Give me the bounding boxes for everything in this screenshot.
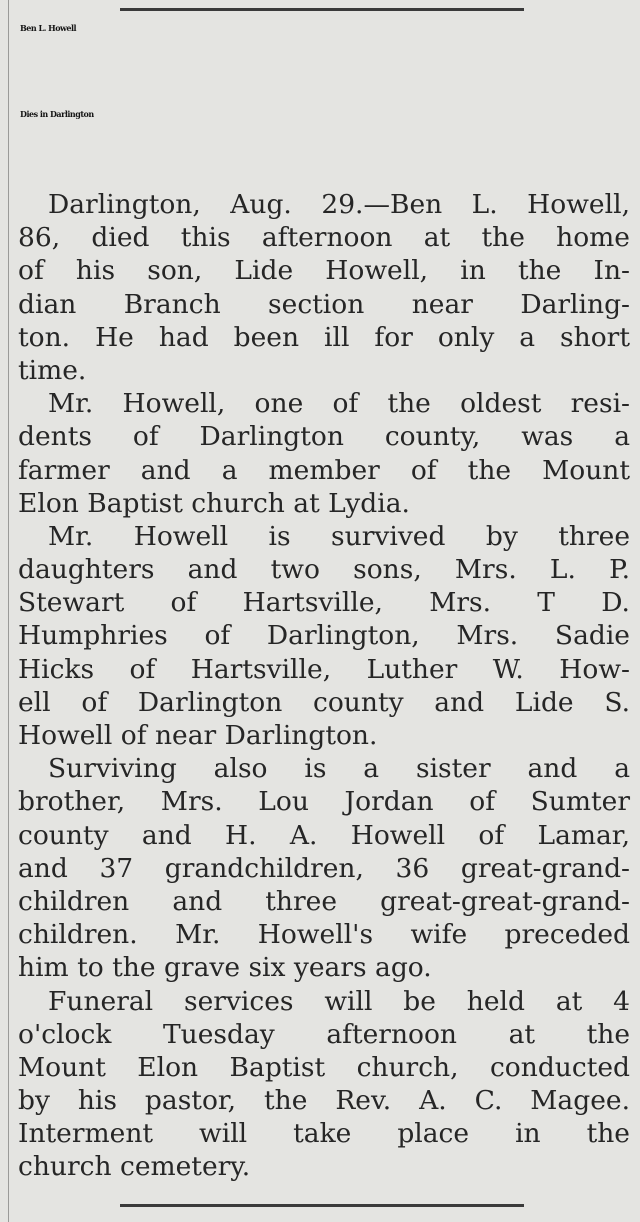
article-text-line: ell of Darlington county and Lide S. [18, 686, 630, 718]
article-text-line: daughters and two sons, Mrs. L. P. [18, 554, 630, 586]
headline-line-1: Ben L. Howell [20, 23, 77, 33]
article-text-line: county and H. A. Howell of Lamar, [18, 819, 630, 851]
article-text-line: Darlington, Aug. 29.—Ben L. Howell, [48, 189, 630, 220]
article-text-line: brother, Mrs. Lou Jordan of Sumter [18, 786, 630, 818]
article-text-line: children. Mr. Howell's wife preceded [18, 919, 630, 951]
column-edge-line [8, 0, 9, 1222]
bottom-rule [120, 1204, 524, 1207]
article-text-line: by his pastor, the Rev. A. C. Magee. [18, 1085, 630, 1117]
article-text-line: ton. He had been ill for only a short [18, 321, 630, 353]
article-text-line: and 37 grandchildren, 36 great-grand- [18, 852, 630, 884]
article-text-line: Howell of near Darlington. [18, 720, 378, 751]
article-text-line: Mount Elon Baptist church, conducted [18, 1051, 630, 1083]
article-text-line: Mr. Howell, one of the oldest resi- [48, 388, 630, 420]
article-text-line: of his son, Lide Howell, in the In- [18, 255, 630, 287]
article-text-line: children and three great-great-grand- [18, 885, 630, 917]
article-text-line: Surviving also is a sister and a [48, 753, 630, 785]
article-text-line: Hicks of Hartsville, Luther W. How- [18, 653, 630, 685]
article-text-line: Humphries of Darlington, Mrs. Sadie [18, 620, 630, 652]
article-text-line: time. [18, 354, 87, 386]
article-text-line: church cemetery. [18, 1151, 251, 1183]
article-text-line: Stewart of Hartsville, Mrs. T D. [18, 587, 630, 619]
article-text-line: dents of Darlington county, was a [18, 421, 630, 453]
headline-line-2: Dies in Darlington [20, 109, 94, 119]
article-text-line: 86, died this afternoon at the home [18, 222, 630, 254]
article-text-line: him to the grave six years ago. [18, 952, 432, 984]
top-rule [120, 8, 524, 11]
article-text-line: Interment will take place in the [18, 1118, 630, 1150]
article-text-line: dian Branch section near Darling- [18, 288, 630, 320]
article-text-line: Elon Baptist church at Lydia. [18, 487, 410, 519]
article-text-line: Mr. Howell is survived by three [48, 520, 630, 552]
article-body [18, 188, 630, 1184]
article-text-line: o'clock Tuesday afternoon at the [18, 1018, 630, 1050]
article-text-line: Funeral services will be held at 4 [48, 985, 630, 1017]
article-text-line: farmer and a member of the Mount [18, 454, 630, 486]
